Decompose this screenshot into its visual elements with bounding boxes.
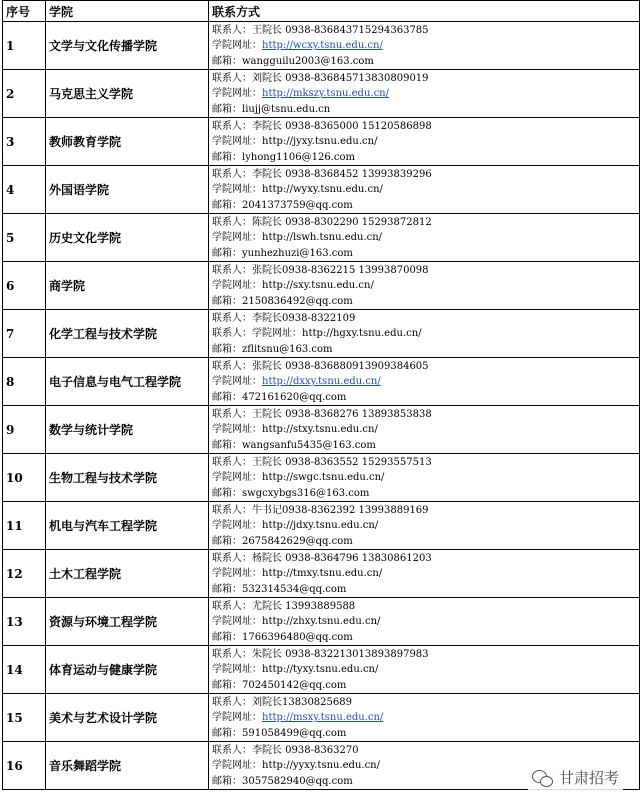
contact-person: 联系人：王院长 0938-8363552 15293557513 — [212, 457, 432, 469]
contact-info — [209, 118, 640, 166]
website-label: 学院网址： — [212, 136, 262, 148]
wechat-icon — [532, 769, 554, 787]
table-row — [3, 310, 640, 358]
row-number: 14 — [3, 646, 46, 694]
contact-info — [209, 454, 640, 502]
table-row — [3, 70, 640, 118]
contact-info — [209, 22, 640, 70]
website-label: 学院网址： — [212, 760, 262, 772]
college-name: 资源与环境工程学院 — [46, 598, 209, 646]
website-link: http://wyxy.tsnu.edu.cn/ — [262, 184, 383, 196]
row-number: 4 — [3, 166, 46, 214]
table-row — [3, 214, 640, 262]
contact-person: 联系人：刘院长 0938-836845713830809019 — [212, 73, 429, 85]
table-row — [3, 262, 640, 310]
college-name: 商学院 — [46, 262, 209, 310]
college-name: 马克思主义学院 — [46, 70, 209, 118]
website-link: http://yyxy.tsnu.edu.cn/ — [262, 760, 380, 772]
website-label: 学院网址： — [212, 424, 262, 436]
table-row — [3, 166, 640, 214]
website-link: http://sxy.tsnu.edu.cn/ — [262, 280, 374, 292]
website-label: 学院网址： — [212, 568, 262, 580]
contact-info — [209, 502, 640, 550]
email: 邮箱：591058499@qq.com — [212, 727, 347, 739]
header-no: 序号 — [3, 1, 46, 22]
row-number: 15 — [3, 694, 46, 742]
contact-person: 联系人：李院长 0938-8368452 13993839296 — [212, 169, 432, 181]
contact-info — [209, 646, 640, 694]
row-number: 10 — [3, 454, 46, 502]
contact-info — [209, 166, 640, 214]
contact-info — [209, 550, 640, 598]
website-line — [212, 38, 636, 53]
email: 邮箱：wangsanfu5435@163.com — [212, 439, 376, 451]
website-label: 联系人：学院网址： — [212, 328, 302, 340]
website-link: http://zhxy.tsnu.edu.cn/ — [262, 616, 381, 628]
website-label: 学院网址： — [212, 472, 262, 484]
college-contacts-table — [2, 0, 640, 790]
row-number: 1 — [3, 22, 46, 70]
email: 邮箱：2675842629@qq.com — [212, 535, 353, 547]
contact-person: 联系人：李院长 0938-8365000 15120586898 — [212, 121, 432, 133]
website-line — [212, 134, 636, 149]
email: 邮箱：2150836492@qq.com — [212, 295, 353, 307]
college-name: 文学与文化传播学院 — [46, 22, 209, 70]
table-row — [3, 406, 640, 454]
website-label: 学院网址： — [212, 184, 262, 196]
college-name: 美术与艺术设计学院 — [46, 694, 209, 742]
college-name: 外国语学院 — [46, 166, 209, 214]
contact-info — [209, 310, 640, 358]
table-row — [3, 646, 640, 694]
website-line — [212, 326, 636, 341]
website-link: http://hgxy.tsnu.edu.cn/ — [302, 328, 422, 340]
email: 邮箱：472161620@qq.com — [212, 391, 347, 403]
website-line — [212, 230, 636, 245]
website-link: http://jdxy.tsnu.edu.cn/ — [262, 520, 379, 532]
college-name: 音乐舞蹈学院 — [46, 742, 209, 790]
contact-person: 联系人：尤院长 13993889588 — [212, 601, 356, 613]
website-link[interactable]: http://msxy.tsnu.edu.cn/ — [262, 712, 384, 724]
contact-info — [209, 70, 640, 118]
table-row — [3, 550, 640, 598]
website-line — [212, 662, 636, 677]
website-line — [212, 566, 636, 581]
table-row — [3, 358, 640, 406]
contact-person: 联系人：李院长 0938-8363270 — [212, 745, 359, 757]
email: 邮箱：swgcxybgs316@163.com — [212, 487, 370, 499]
website-line — [212, 470, 636, 485]
website-label: 学院网址： — [212, 280, 262, 292]
row-number: 5 — [3, 214, 46, 262]
table-row — [3, 454, 640, 502]
website-line — [212, 278, 636, 293]
contact-info — [209, 694, 640, 742]
contact-person: 联系人：王院长 0938-8368276 13893853838 — [212, 409, 432, 421]
table-row — [3, 502, 640, 550]
contact-person: 联系人：陈院长 0938-8302290 15293872812 — [212, 217, 432, 229]
website-label: 学院网址： — [212, 376, 262, 388]
website-link[interactable]: http://dxxy.tsnu.edu.cn/ — [262, 376, 381, 388]
website-line — [212, 614, 636, 629]
table-row — [3, 22, 640, 70]
email: 邮箱：702450142@qq.com — [212, 679, 347, 691]
table-row — [3, 598, 640, 646]
row-number: 8 — [3, 358, 46, 406]
contact-person: 联系人：朱院长 0938-832213013893897983 — [212, 649, 429, 661]
email: 邮箱：532314534@qq.com — [212, 583, 347, 595]
college-name: 电子信息与电气工程学院 — [46, 358, 209, 406]
website-line — [212, 374, 636, 389]
website-line — [212, 518, 636, 533]
email: 邮箱：lyhong1106@126.com — [212, 151, 355, 163]
watermark-text: 甘肃招考 — [558, 769, 619, 787]
college-name: 教师教育学院 — [46, 118, 209, 166]
website-label: 学院网址： — [212, 712, 262, 724]
email: 邮箱：liujj@tsnu.edu.cn — [212, 103, 331, 115]
website-label: 学院网址： — [212, 232, 262, 244]
college-name: 土木工程学院 — [46, 550, 209, 598]
watermark — [528, 765, 623, 790]
contact-person: 联系人：杨院长 0938-8364796 13830861203 — [212, 553, 432, 565]
website-link: http://jyxy.tsnu.edu.cn/ — [262, 136, 378, 148]
college-name: 历史文化学院 — [46, 214, 209, 262]
row-number: 13 — [3, 598, 46, 646]
website-line — [212, 86, 636, 101]
college-name: 体育运动与健康学院 — [46, 646, 209, 694]
contact-person: 联系人：刘院长13830825689 — [212, 697, 352, 709]
header-college: 学院 — [46, 1, 209, 22]
website-link: http://tmxy.tsnu.edu.cn/ — [262, 568, 383, 580]
email: 邮箱：yunhezhuzi@163.com — [212, 247, 353, 259]
website-label: 学院网址： — [212, 40, 262, 52]
contact-info — [209, 262, 640, 310]
college-name: 化学工程与技术学院 — [46, 310, 209, 358]
email: 邮箱：zflitsnu@163.com — [212, 343, 333, 355]
contact-info — [209, 358, 640, 406]
website-line — [212, 710, 636, 725]
website-link: http://lswh.tsnu.edu.cn/ — [262, 232, 383, 244]
table-row — [3, 694, 640, 742]
contact-info — [209, 598, 640, 646]
website-link[interactable]: http://mkszy.tsnu.edu.cn/ — [262, 88, 389, 100]
college-name: 生物工程与技术学院 — [46, 454, 209, 502]
website-label: 学院网址： — [212, 520, 262, 532]
row-number: 12 — [3, 550, 46, 598]
contact-person: 联系人：牛书记0938-8362392 13993889169 — [212, 505, 429, 517]
contact-person: 联系人：王院长 0938-836843715294363785 — [212, 25, 429, 37]
college-name: 数学与统计学院 — [46, 406, 209, 454]
table-row — [3, 118, 640, 166]
website-label: 学院网址： — [212, 88, 262, 100]
website-link[interactable]: http://wcxy.tsnu.edu.cn/ — [262, 40, 383, 52]
row-number: 6 — [3, 262, 46, 310]
contact-info — [209, 214, 640, 262]
contact-info — [209, 406, 640, 454]
website-line — [212, 182, 636, 197]
website-link: http://stxy.tsnu.edu.cn/ — [262, 424, 378, 436]
row-number: 16 — [3, 742, 46, 790]
contact-person: 联系人：张院长 0938-836880913909384605 — [212, 361, 429, 373]
website-link: http://swgc.tsnu.edu.cn/ — [262, 472, 385, 484]
website-link: http://tyxy.tsnu.edu.cn/ — [262, 664, 379, 676]
table-header-row — [3, 1, 640, 22]
row-number: 11 — [3, 502, 46, 550]
row-number: 9 — [3, 406, 46, 454]
contact-person: 联系人：李院长0938-8322109 — [212, 313, 356, 325]
row-number: 7 — [3, 310, 46, 358]
email: 邮箱：2041373759@qq.com — [212, 199, 353, 211]
row-number: 2 — [3, 70, 46, 118]
website-label: 学院网址： — [212, 616, 262, 628]
contact-person: 联系人：张院长0938-8362215 13993870098 — [212, 265, 429, 277]
row-number: 3 — [3, 118, 46, 166]
email: 邮箱：wangguilu2003@163.com — [212, 55, 374, 67]
header-contact: 联系方式 — [209, 1, 640, 22]
website-label: 学院网址： — [212, 664, 262, 676]
college-name: 机电与汽车工程学院 — [46, 502, 209, 550]
email: 邮箱：1766396480@qq.com — [212, 631, 353, 643]
email: 邮箱：3057582940@qq.com — [212, 775, 353, 787]
website-line — [212, 422, 636, 437]
